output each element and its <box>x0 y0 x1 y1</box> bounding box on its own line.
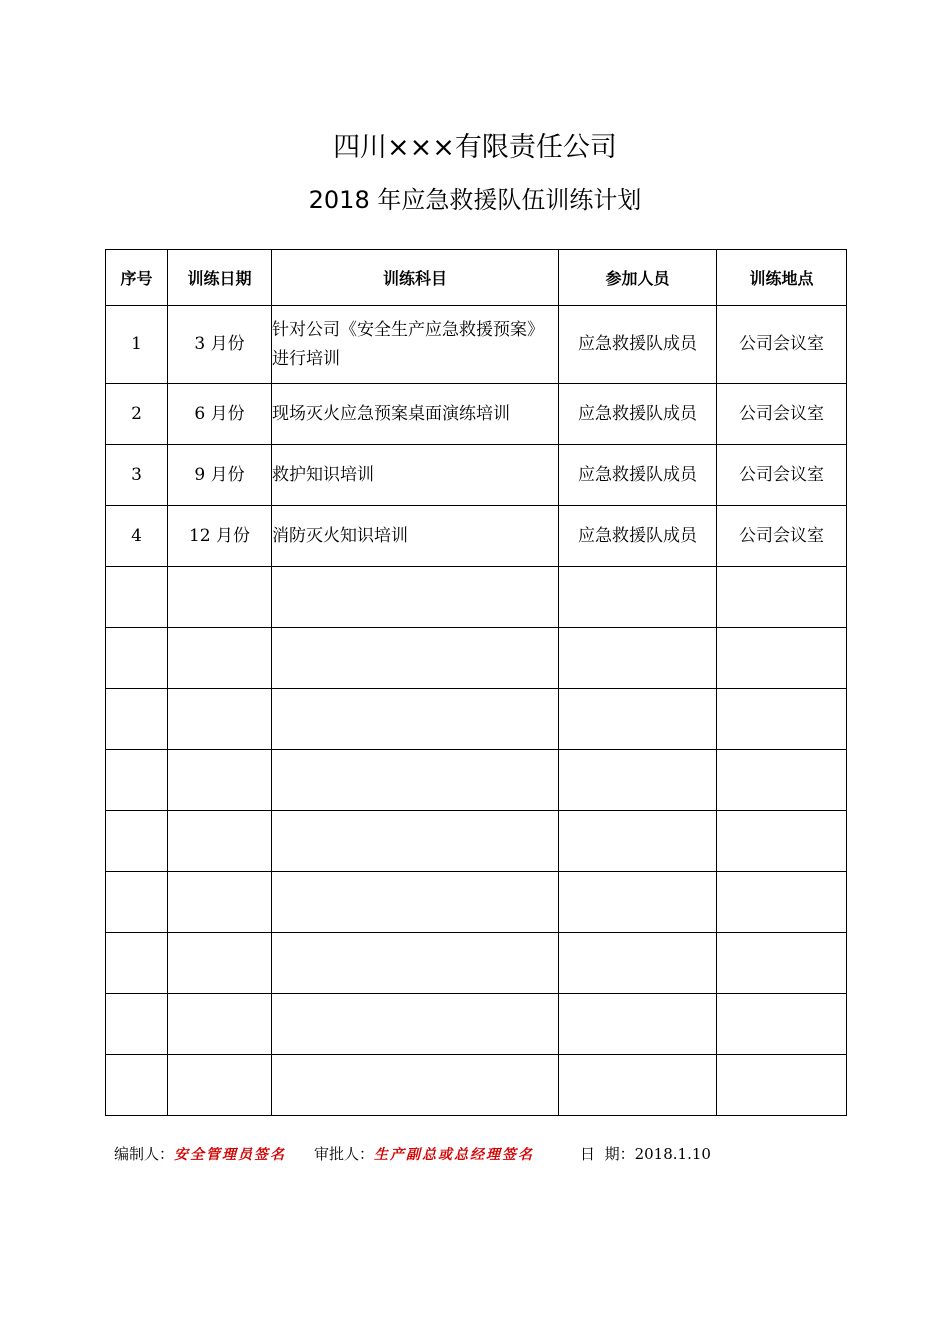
cell-number: 3 <box>106 445 168 506</box>
column-header-participants: 参加人员 <box>559 250 717 306</box>
empty-cell <box>106 933 168 994</box>
cell-participants: 应急救援队成员 <box>559 506 717 567</box>
empty-cell <box>717 750 847 811</box>
cell-date: 9 月份 <box>168 445 272 506</box>
preparer-label: 编制人： <box>114 1145 175 1163</box>
empty-cell <box>559 567 717 628</box>
empty-cell <box>272 994 559 1055</box>
empty-cell <box>106 567 168 628</box>
date-value: 2018.1.10 <box>634 1145 711 1163</box>
empty-cell <box>106 872 168 933</box>
empty-table-row <box>106 994 847 1055</box>
cell-number: 2 <box>106 384 168 445</box>
cell-participants: 应急救援队成员 <box>559 384 717 445</box>
cell-subject: 针对公司《安全生产应急救援预案》进行培训 <box>272 306 559 384</box>
cell-subject: 救护知识培训 <box>272 445 559 506</box>
empty-cell <box>717 872 847 933</box>
table-row <box>106 506 847 567</box>
empty-cell <box>717 689 847 750</box>
empty-cell <box>168 811 272 872</box>
empty-cell <box>717 628 847 689</box>
cell-location: 公司会议室 <box>717 506 847 567</box>
empty-cell <box>106 1055 168 1116</box>
empty-cell <box>168 872 272 933</box>
cell-date: 12 月份 <box>168 506 272 567</box>
document-title: 2018 年应急救援队伍训练计划 <box>308 186 642 214</box>
column-header-number: 序号 <box>106 250 168 306</box>
empty-cell <box>717 567 847 628</box>
empty-cell <box>559 1055 717 1116</box>
empty-cell <box>272 872 559 933</box>
table-header-row <box>106 250 847 306</box>
table-row <box>106 384 847 445</box>
empty-cell <box>272 811 559 872</box>
empty-cell <box>168 1055 272 1116</box>
cell-subject: 消防灭火知识培训 <box>272 506 559 567</box>
cell-location: 公司会议室 <box>717 384 847 445</box>
company-name: 四川×××有限责任公司 <box>333 132 617 163</box>
empty-cell <box>559 689 717 750</box>
cell-number: 1 <box>106 306 168 384</box>
empty-cell <box>272 628 559 689</box>
empty-cell <box>168 689 272 750</box>
cell-date: 6 月份 <box>168 384 272 445</box>
empty-cell <box>272 567 559 628</box>
approver-label: 审批人： <box>314 1145 375 1163</box>
empty-cell <box>106 628 168 689</box>
empty-table-row <box>106 872 847 933</box>
column-header-subject: 训练科目 <box>272 250 559 306</box>
empty-cell <box>559 628 717 689</box>
cell-subject: 现场灭火应急预案桌面演练培训 <box>272 384 559 445</box>
empty-table-row <box>106 628 847 689</box>
empty-cell <box>106 811 168 872</box>
column-header-date: 训练日期 <box>168 250 272 306</box>
empty-cell <box>106 689 168 750</box>
empty-table-row <box>106 933 847 994</box>
empty-cell <box>168 933 272 994</box>
empty-table-row <box>106 1055 847 1116</box>
training-plan-table <box>105 249 847 1116</box>
empty-cell <box>168 567 272 628</box>
empty-cell <box>106 750 168 811</box>
signature-footer <box>114 1142 914 1166</box>
empty-table-row <box>106 750 847 811</box>
date-label: 日 期： <box>580 1145 635 1163</box>
empty-cell <box>272 933 559 994</box>
approver-signature: 生产副总或总经理签名 <box>374 1147 535 1163</box>
column-header-location: 训练地点 <box>717 250 847 306</box>
cell-participants: 应急救援队成员 <box>559 306 717 384</box>
empty-cell <box>106 994 168 1055</box>
empty-cell <box>168 994 272 1055</box>
empty-cell <box>717 933 847 994</box>
cell-participants: 应急救援队成员 <box>559 445 717 506</box>
empty-cell <box>559 811 717 872</box>
empty-cell <box>272 1055 559 1116</box>
empty-cell <box>717 994 847 1055</box>
empty-cell <box>559 750 717 811</box>
cell-location: 公司会议室 <box>717 306 847 384</box>
empty-cell <box>559 933 717 994</box>
empty-cell <box>272 750 559 811</box>
empty-cell <box>559 994 717 1055</box>
empty-table-row <box>106 811 847 872</box>
empty-table-row <box>106 567 847 628</box>
cell-location: 公司会议室 <box>717 445 847 506</box>
empty-cell <box>717 811 847 872</box>
preparer-signature: 安全管理员签名 <box>174 1147 287 1163</box>
empty-table-row <box>106 689 847 750</box>
empty-cell <box>272 689 559 750</box>
table-row <box>106 306 847 384</box>
empty-cell <box>559 872 717 933</box>
cell-number: 4 <box>106 506 168 567</box>
empty-cell <box>168 628 272 689</box>
table-row <box>106 445 847 506</box>
empty-cell <box>168 750 272 811</box>
cell-date: 3 月份 <box>168 306 272 384</box>
empty-cell <box>717 1055 847 1116</box>
